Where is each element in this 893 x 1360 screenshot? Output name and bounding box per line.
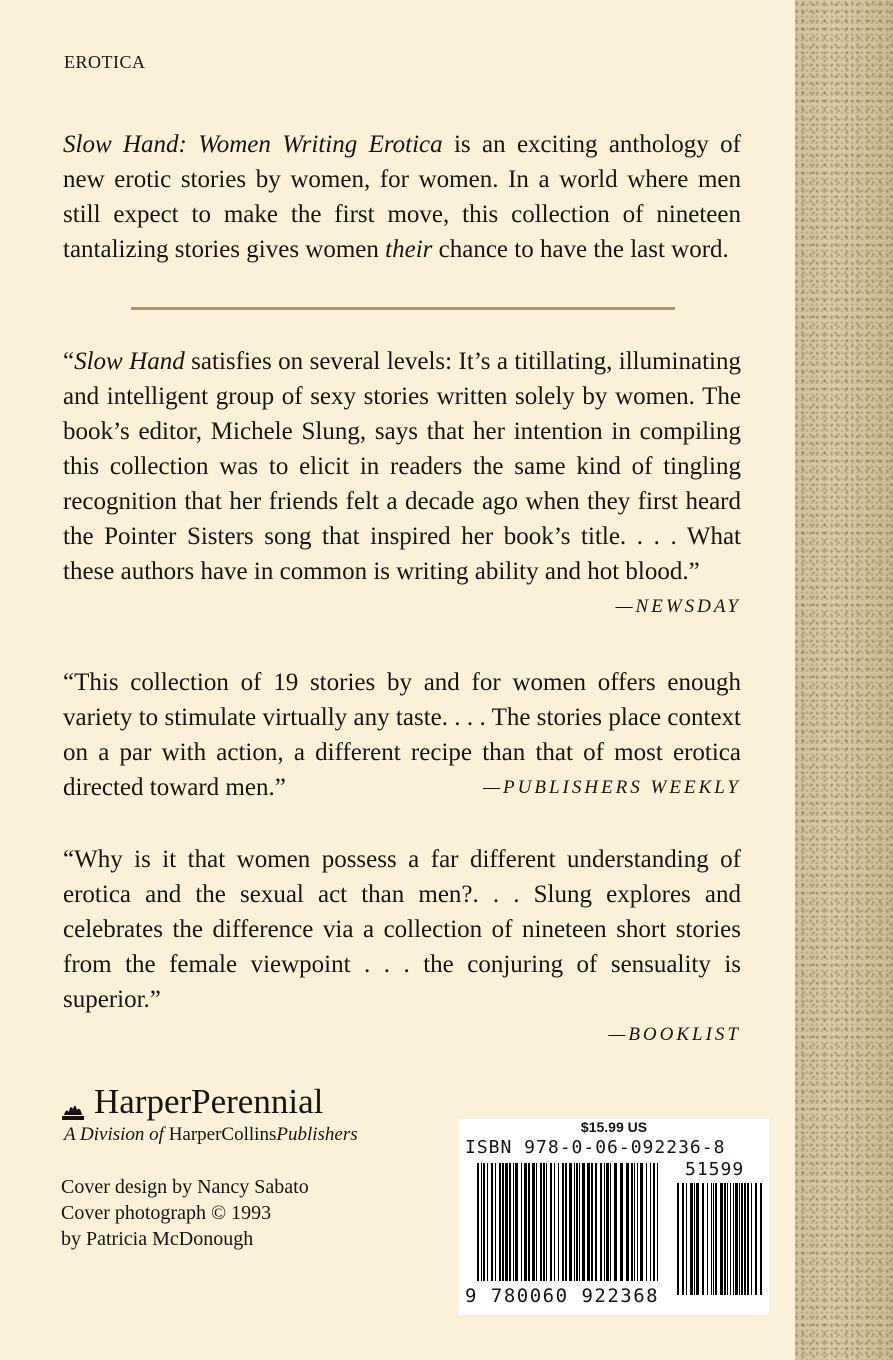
- addon-bar: [713, 1183, 714, 1295]
- addon-bar: [677, 1183, 679, 1295]
- addon-bar: [682, 1183, 684, 1295]
- divider-rule: [131, 307, 675, 310]
- addon-bar: [690, 1183, 693, 1295]
- barcode-bar: [591, 1163, 593, 1281]
- review-text: “This collection of 19 stories by and for women offers enough variety to stimulate virtually any taste. . . . The stories place context on a par with action, a different recipe than that of most erotica directed toward men.”: [63, 669, 741, 801]
- barcode-bar: [509, 1163, 511, 1281]
- review-text: “Why is it that women possess a far different understanding of erotica and the sexual act than men?. . . Slung explores and celebrates the difference via a collection of nineteen short stories from the female viewpoint . . . the conjuring of sensuality is superior.”: [63, 846, 741, 1013]
- barcode-bar: [491, 1163, 493, 1281]
- review-text: satisfies on several levels: It’s a titillating, illuminating and intelligent group of sexy stories written solely by women. The book’s editor, Michele Slung, says that her intention in compiling this collection was to elicit in readers the same kind of tingling recognition that her friends felt a decade ago when they first heard the Pointer Sisters song that inspired her book’s title. . . . What these authors have in common is writing ability and hot blood.”: [63, 348, 741, 585]
- barcode-bar: [569, 1163, 572, 1281]
- addon-bar: [711, 1183, 712, 1295]
- addon-bar: [730, 1183, 731, 1295]
- barcode-bar: [595, 1163, 597, 1281]
- barcode-bar: [487, 1163, 488, 1281]
- credit-line: by Patricia McDonough: [61, 1228, 254, 1250]
- barcode-bar: [646, 1163, 647, 1281]
- price-addon-code: 51599: [685, 1159, 745, 1180]
- barcode-bar: [505, 1163, 508, 1281]
- division-prefix: A Division of: [64, 1124, 169, 1145]
- addon-bar: [686, 1183, 687, 1295]
- barcode-bar: [634, 1163, 635, 1281]
- addon-bar: [760, 1183, 762, 1295]
- addon-bar: [755, 1183, 757, 1295]
- barcode-bar: [495, 1163, 496, 1281]
- barcode-number: 9 780060 922368: [465, 1285, 660, 1307]
- barcode-bar: [513, 1163, 514, 1281]
- quote-book-title: Slow Hand: [74, 348, 185, 375]
- barcode-bar: [576, 1163, 578, 1281]
- barcode-bar: [614, 1163, 617, 1281]
- barcode-bar: [558, 1163, 559, 1281]
- addon-bar: [702, 1183, 704, 1295]
- barcode-bar: [521, 1163, 522, 1281]
- barcode-bar: [554, 1163, 555, 1281]
- publisher-name: HarperPerennial: [94, 1082, 324, 1121]
- division-name: HarperCollins: [168, 1124, 277, 1145]
- barcode-bar: [562, 1163, 564, 1281]
- barcode-bar: [550, 1163, 552, 1281]
- barcode-bar: [481, 1163, 482, 1281]
- barcode-bar: [502, 1163, 504, 1281]
- cover-credits: [61, 1174, 309, 1252]
- intro-text-end: chance to have the last word.: [432, 236, 729, 263]
- category-label: EROTICA: [64, 52, 146, 72]
- publisher-division: [64, 1124, 358, 1146]
- barcode-bar: [540, 1163, 542, 1281]
- publisher-name-row: [60, 1082, 358, 1122]
- barcode-bar: [640, 1163, 643, 1281]
- barcode-bar: [606, 1163, 609, 1281]
- barcode-bar: [582, 1163, 585, 1281]
- barcode-bar: [574, 1163, 575, 1281]
- intro-paragraph: [63, 127, 741, 267]
- addon-bar: [696, 1183, 699, 1295]
- barcode-bar: [620, 1163, 623, 1281]
- barcode-bar: [543, 1163, 545, 1281]
- barcode-bar: [515, 1163, 518, 1281]
- barcode-bar: [657, 1163, 658, 1281]
- barcode-bar: [587, 1163, 590, 1281]
- intro-text: is an exciting anthology of new erotic stories by women, for women. In a world where men still expect to make the first move, this collection of nineteen tantalizing stories gives women: [63, 131, 741, 263]
- barcode-bar: [600, 1163, 602, 1281]
- barcode-bar: [604, 1163, 605, 1281]
- intro-emphasis: their: [385, 236, 433, 263]
- addon-bar: [751, 1183, 752, 1295]
- review-attribution: —NEWSDAY: [615, 596, 741, 617]
- barcode-bar: [610, 1163, 611, 1281]
- barcode-bar: [631, 1163, 633, 1281]
- addon-bar: [747, 1183, 749, 1295]
- barcode-bar: [536, 1163, 537, 1281]
- barcode-box: [459, 1119, 769, 1315]
- division-suffix: Publishers: [276, 1124, 358, 1145]
- quote-open-mark: “: [63, 348, 75, 375]
- barcode-bar: [546, 1163, 547, 1281]
- price-label: $15.99 US: [580, 1119, 648, 1135]
- addon-bar: [741, 1183, 743, 1295]
- credit-line: Cover design by Nancy Sabato: [61, 1176, 309, 1198]
- review-attribution: —BOOKLIST: [608, 1024, 741, 1045]
- addon-bar: [724, 1183, 726, 1295]
- addon-bar: [733, 1183, 734, 1295]
- barcode-bar: [650, 1163, 651, 1281]
- book-title: Slow Hand: Women Writing Erotica: [63, 131, 443, 158]
- review-booklist: [63, 842, 741, 1052]
- addon-bar: [739, 1183, 740, 1295]
- review-publishers-weekly: [63, 665, 741, 805]
- barcode-bar: [524, 1163, 527, 1281]
- isbn-label: ISBN 978-0-06-092236-8: [465, 1137, 726, 1158]
- credit-line: Cover photograph © 1993: [61, 1202, 272, 1224]
- barcode-bar: [528, 1163, 530, 1281]
- addon-bar: [715, 1183, 717, 1295]
- barcode-bar: [653, 1163, 655, 1281]
- addon-bar: [694, 1183, 695, 1295]
- publisher-block: [60, 1082, 358, 1146]
- barcode-bar: [626, 1163, 629, 1281]
- addon-bar: [744, 1183, 746, 1295]
- addon-bar: [727, 1183, 728, 1295]
- barcode-bar: [483, 1163, 485, 1281]
- barcode-bar: [579, 1163, 580, 1281]
- barcode-bar: [637, 1163, 638, 1281]
- review-newsday: [63, 344, 741, 624]
- addon-bar: [720, 1183, 723, 1295]
- addon-bar: [707, 1183, 708, 1295]
- barcode-bar: [565, 1163, 567, 1281]
- addon-bar: [735, 1183, 738, 1295]
- review-attribution: —PUBLISHERS WEEKLY: [483, 777, 741, 798]
- spine-texture: [795, 0, 893, 1360]
- barcode-bar: [499, 1163, 501, 1281]
- barcode-bar: [532, 1163, 535, 1281]
- harper-fire-icon: [60, 1091, 86, 1113]
- barcode-bar: [477, 1163, 479, 1281]
